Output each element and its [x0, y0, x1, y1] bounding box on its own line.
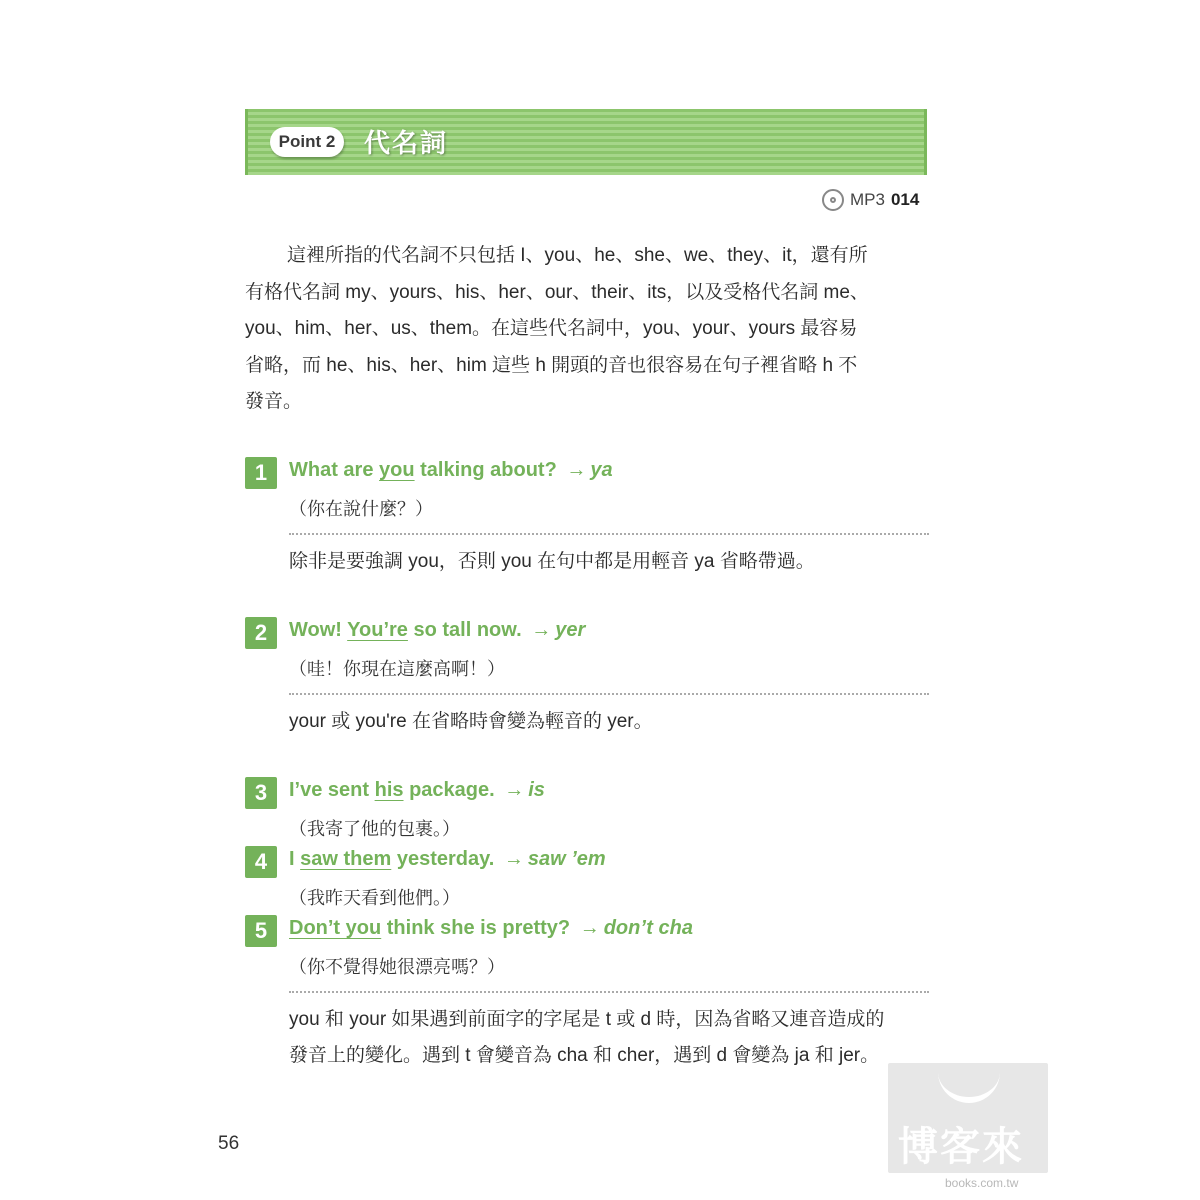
reduced-form: ya — [590, 459, 613, 481]
item-number-badge: 5 — [245, 915, 277, 947]
page-number: 56 — [218, 1133, 240, 1154]
item-number-badge: 1 — [245, 457, 277, 489]
dotted-divider — [289, 693, 929, 695]
intro-line: 有格代名詞 my、yours、his、her、our、their、its，以及受格代名詞 me、 — [245, 281, 869, 303]
arrow-icon: → — [504, 779, 525, 801]
reduced-form: is — [528, 779, 545, 801]
dotted-divider — [289, 533, 929, 535]
intro-line: you、him、her、us、them。在這些代名詞中，you、your、yours 最容易 — [245, 318, 858, 339]
translation: （哇！你現在這麼高啊！） — [289, 659, 505, 680]
explanation-note — [289, 1002, 929, 1074]
example-sentence: Wow! You’re so tall now. → yer — [289, 619, 586, 641]
translation: （我寄了他的包裹。） — [289, 819, 460, 840]
translation: （你不覺得她很漂亮嗎？） — [289, 957, 505, 978]
cd-icon — [822, 189, 844, 211]
note-line: 發音上的變化。遇到 t 會變音為 cha 和 cher，遇到 d 會變為 ja 和 jer。 — [289, 1045, 880, 1066]
intro-line: 省略，而 he、his、her、him 這些 h 開頭的音也很容易在句子裡省略 h 不 — [245, 354, 858, 376]
reduced-form: saw ’em — [527, 848, 606, 870]
intro-line: 這裡所指的代名詞不只包括 I、you、he、she、we、they、it，還有所 — [287, 245, 868, 266]
example-sentence: What are you talking about? → ya — [289, 459, 613, 481]
item-number-badge: 3 — [245, 777, 277, 809]
mp3-badge — [822, 189, 919, 211]
item-number-badge: 2 — [245, 617, 277, 649]
explanation-note: your 或 you're 在省略時會變為輕音的 yer。 — [289, 711, 653, 732]
explanation-note: 除非是要強調 you，否則 you 在句中都是用輕音 ya 省略帶過。 — [289, 551, 815, 572]
item-number-badge: 4 — [245, 846, 277, 878]
arrow-icon: → — [579, 917, 600, 939]
example-sentence: I’ve sent his package. → is — [289, 779, 545, 801]
intro-line: 發音。 — [245, 391, 303, 412]
arrow-icon: → — [503, 848, 524, 870]
mp3-number: 014 — [890, 190, 920, 209]
note-line: you 和 your 如果遇到前面字的字尾是 t 或 d 時，因為省略又連音造成的 — [289, 1009, 885, 1030]
mp3-label: MP3 — [850, 190, 885, 209]
dotted-divider — [289, 991, 929, 993]
watermark-text: 博客來 — [898, 1125, 1024, 1169]
example-sentence: Don’t you think she is pretty? → don’t cha — [289, 917, 693, 939]
example-sentence: I saw them yesterday. → saw ’em — [289, 848, 606, 870]
translation: （我昨天看到他們。） — [289, 888, 460, 909]
reduced-form: don’t cha — [603, 917, 693, 939]
arrow-icon: → — [566, 459, 587, 481]
section-title: 代名詞 — [364, 128, 449, 158]
watermark-logo — [888, 1063, 1048, 1173]
point-label: Point 2 — [270, 127, 344, 157]
intro-paragraph — [245, 238, 929, 421]
section-header-banner — [245, 109, 927, 175]
watermark-url: books.com.tw — [945, 1176, 1019, 1190]
translation: （你在說什麼？） — [289, 499, 433, 520]
arrow-icon: → — [531, 619, 552, 641]
smile-icon — [938, 1069, 1000, 1103]
reduced-form: yer — [555, 619, 586, 641]
